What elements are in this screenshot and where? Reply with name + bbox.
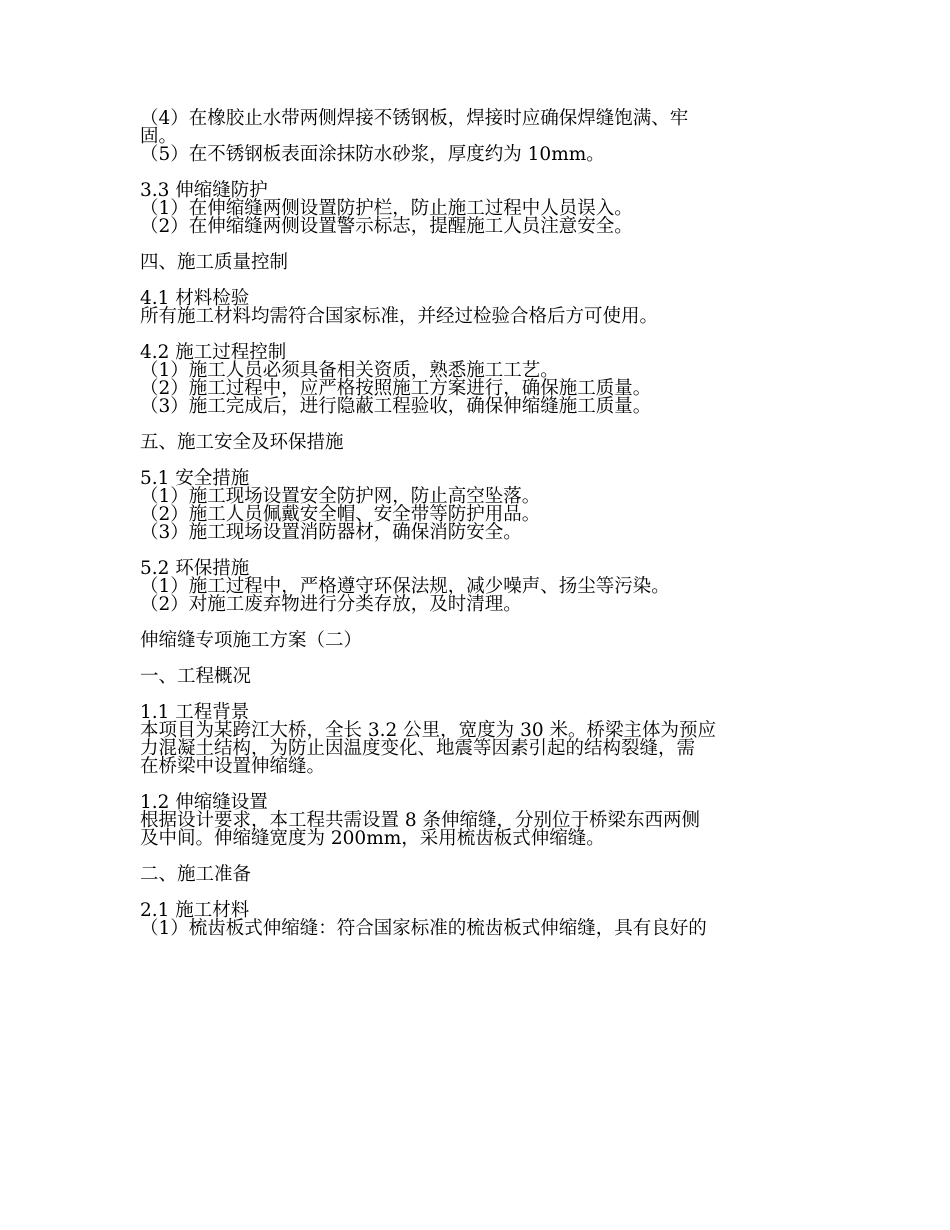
chapter-heading: 二、施工准备: [140, 864, 252, 885]
section-heading: 2.1 施工材料: [140, 900, 250, 921]
text-line: （1）施工人员必须具备相关资质，熟悉施工工艺。: [140, 360, 559, 381]
document-title: 伸缩缝专项施工方案（二）: [140, 630, 363, 651]
section-heading: 1.2 伸缩缝设置: [140, 792, 268, 813]
text-line: （3）施工完成后，进行隐蔽工程验收，确保伸缩缝施工质量。: [140, 396, 652, 417]
text-line: （2）施工过程中，应严格按照施工方案进行，确保施工质量。: [140, 378, 652, 399]
document-page: [140, 110, 820, 938]
text-line: （1）在伸缩缝两侧设置防护栏，防止施工过程中人员误入。: [140, 198, 633, 219]
text-line: （4）在橡胶止水带两侧焊接不锈钢板，焊接时应确保焊缝饱满、牢: [140, 108, 689, 129]
section-heading: 5.1 安全措施: [140, 468, 250, 489]
chapter-heading: 四、施工质量控制: [140, 252, 289, 273]
chapter-heading: 五、施工安全及环保措施: [140, 432, 344, 453]
text-line: （1）施工现场设置安全防护网，防止高空坠落。: [140, 486, 541, 507]
text-line: 所有施工材料均需符合国家标准，并经过检验合格后方可使用。: [140, 306, 659, 327]
section-heading: 4.2 施工过程控制: [140, 342, 287, 363]
text-line: （1）梳齿板式伸缩缝：符合国家标准的梳齿板式伸缩缝，具有良好的: [140, 918, 707, 939]
text-line: （1）施工过程中，严格遵守环保法规，减少噪声、扬尘等污染。: [140, 576, 670, 597]
section-heading: 3.3 伸缩缝防护: [140, 180, 268, 201]
text-line: （2）在伸缩缝两侧设置警示标志，提醒施工人员注意安全。: [140, 216, 633, 237]
text-line: 根据设计要求，本工程共需设置 8 条伸缩缝，分别位于桥梁东西两侧: [140, 810, 701, 831]
text-line: 本项目为某跨江大桥，全长 3.2 公里，宽度为 30 米。桥梁主体为预应: [140, 720, 716, 741]
text-line: 及中间。伸缩缝宽度为 200mm，采用梳齿板式伸缩缝。: [140, 828, 605, 849]
text-line: 固。: [140, 126, 178, 147]
section-heading: 1.1 工程背景: [140, 702, 250, 723]
text-line: 在桥梁中设置伸缩缝。: [140, 756, 326, 777]
text-line: （5）在不锈钢板表面涂抹防水砂浆，厚度约为 10mm。: [140, 144, 605, 165]
chapter-heading: 一、工程概况: [140, 666, 252, 687]
text-line: 力混凝土结构，为防止因温度变化、地震等因素引起的结构裂缝，需: [140, 738, 696, 759]
text-line: （2）施工人员佩戴安全帽、安全带等防护用品。: [140, 504, 541, 525]
section-heading: 4.1 材料检验: [140, 288, 250, 309]
section-heading: 5.2 环保措施: [140, 558, 250, 579]
text-line: （3）施工现场设置消防器材，确保消防安全。: [140, 522, 522, 543]
text-line: （2）对施工废弃物进行分类存放，及时清理。: [140, 594, 522, 615]
